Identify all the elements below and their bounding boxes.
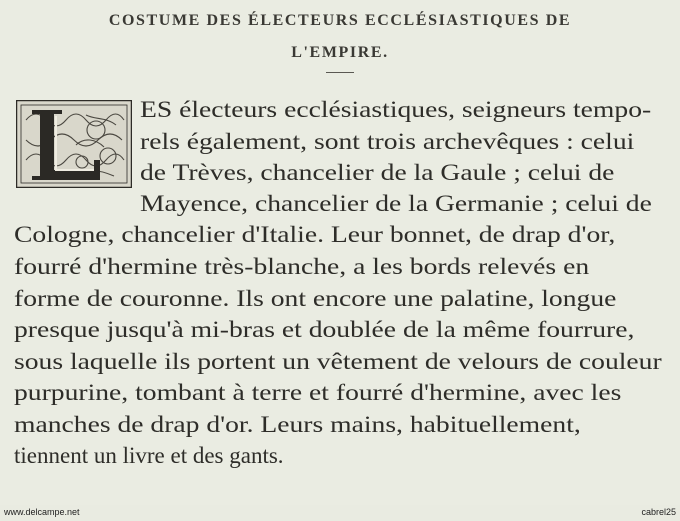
watermark-right: cabrel25 xyxy=(641,507,676,517)
paragraph-line: de Trèves, chancelier de la Gaule ; celui de xyxy=(140,160,615,185)
paragraph-line: ES électeurs ecclésiastiques, seigneurs tempo- xyxy=(140,97,652,122)
document-title-line-1: COSTUME DES ÉLECTEURS ECCLÉSIASTIQUES DE xyxy=(108,12,572,29)
paragraph-line: Cologne, chancelier d'Italie. Leur bonnet, de drap d'or, xyxy=(14,222,616,247)
document-title-line-2: L'EMPIRE. xyxy=(291,44,389,61)
paragraph-line: sous laquelle ils portent un vêtement de velours de couleur xyxy=(14,349,662,374)
paragraph-line: manches de drap d'or. Leurs mains, habituellement, xyxy=(14,412,581,437)
paragraph-line: purpurine, tombant à terre et fourré d'hermine, avec les xyxy=(14,380,622,405)
paragraph-line: Mayence, chancelier de la Germanie ; celui de xyxy=(140,191,652,216)
watermark-left: www.delcampe.net xyxy=(4,507,80,517)
ornate-initial-letter-icon xyxy=(16,100,132,188)
paragraph-line: tiennent un livre et des gants. xyxy=(14,443,284,468)
paragraph-line: rels également, sont trois archevêques : celui xyxy=(140,129,635,154)
title-divider xyxy=(326,72,354,73)
paragraph-line: forme de couronne. Ils ont encore une palatine, longue xyxy=(14,286,617,311)
paragraph-line: fourré d'hermine très-blanche, a les bords relevés en xyxy=(14,254,590,279)
paragraph-line: presque jusqu'à mi-bras et doublée de la même fourrure, xyxy=(14,317,635,342)
